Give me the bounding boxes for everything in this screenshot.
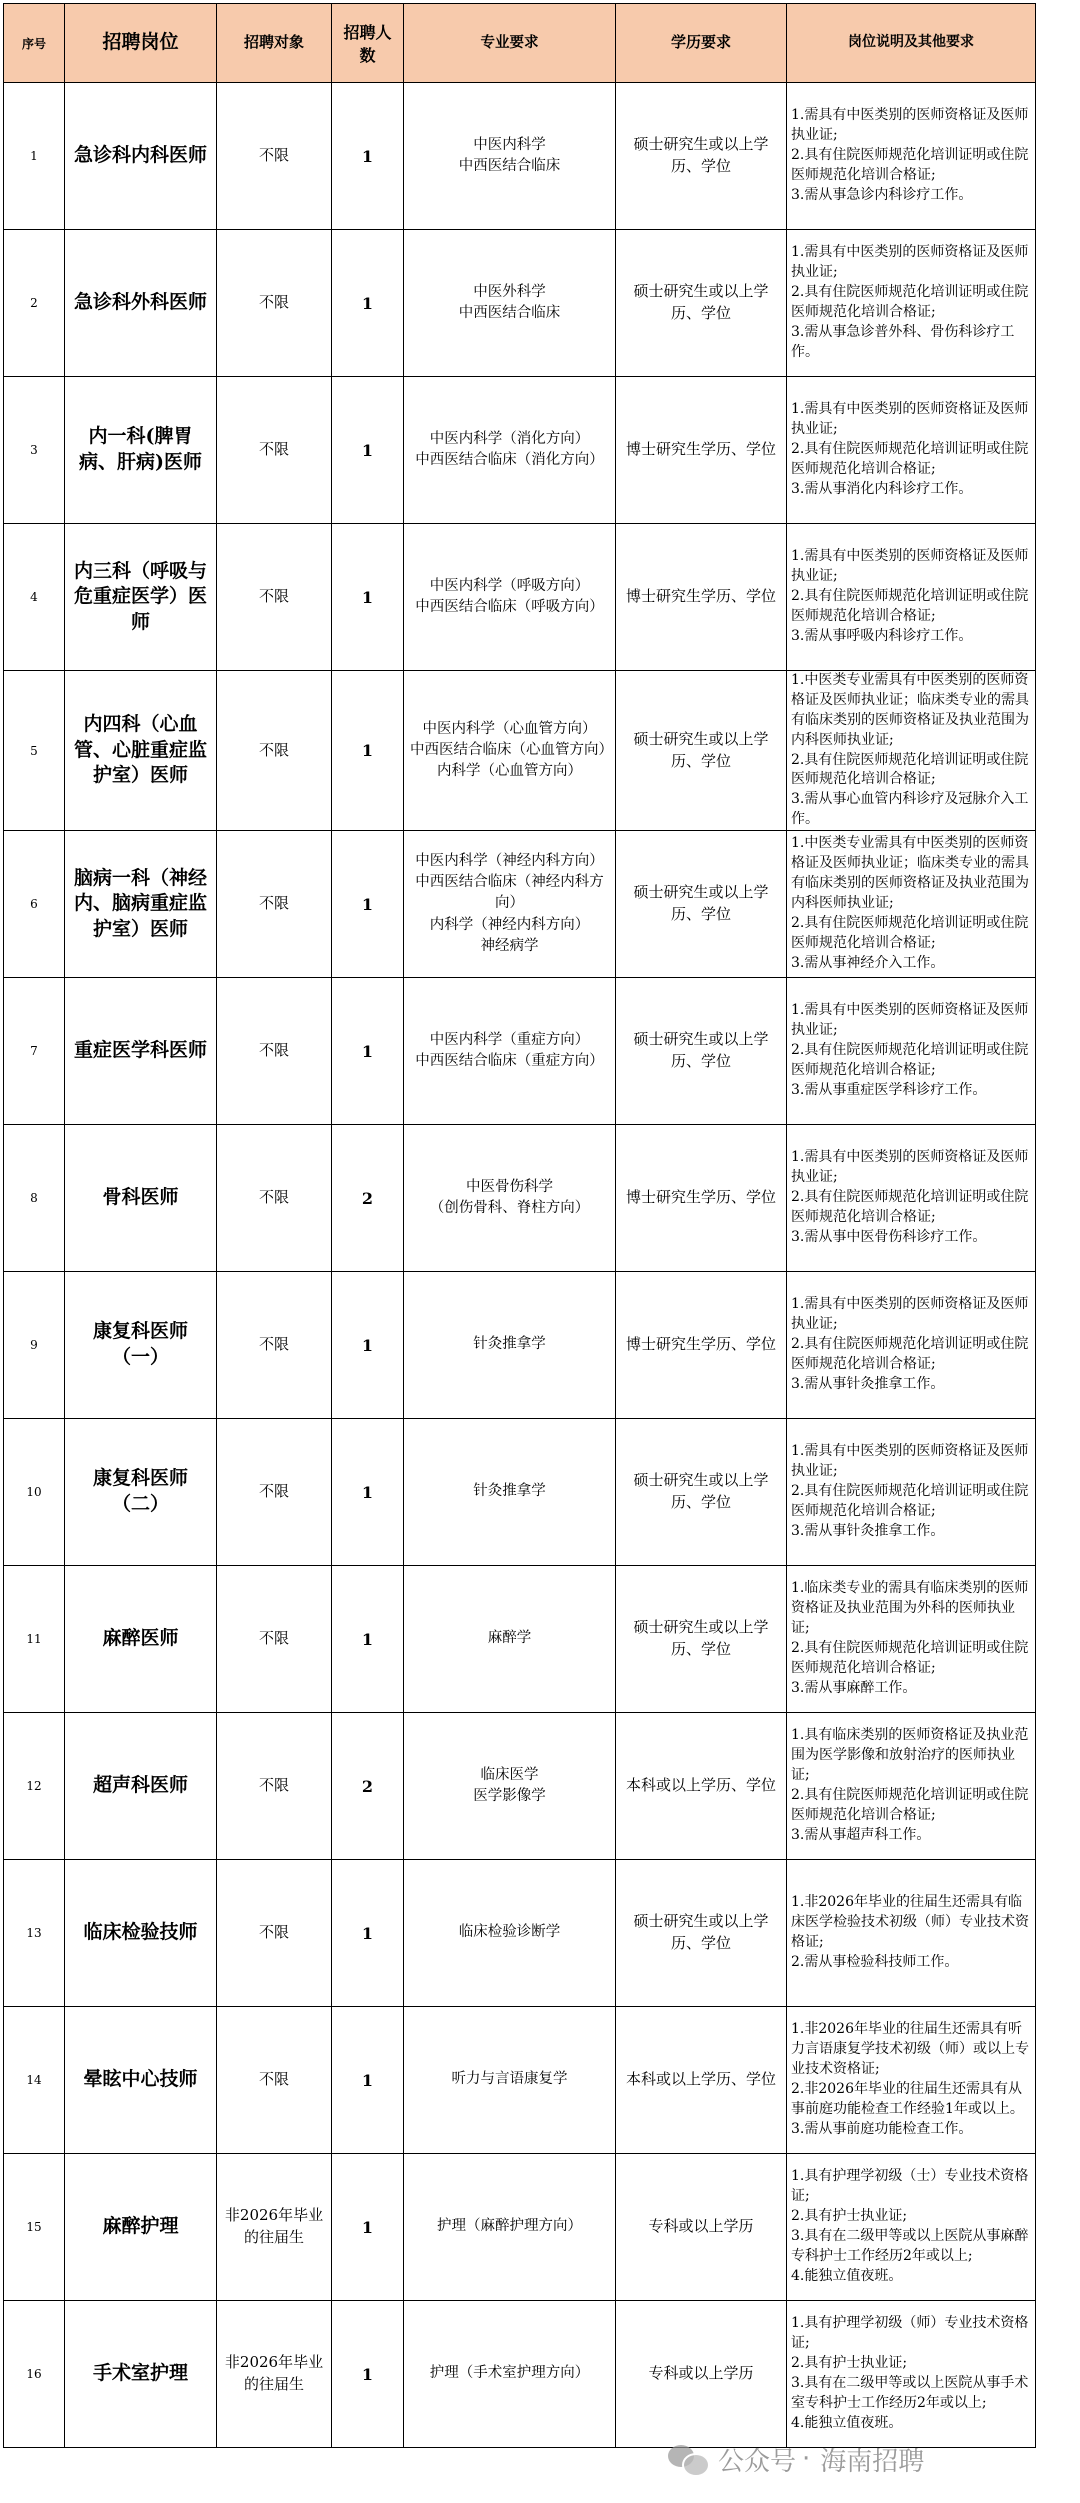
- major-requirements: [404, 1713, 616, 1860]
- major-item: 中西医结合临床（神经内科方向）: [415, 874, 604, 912]
- major-item: 中西医结合临床（呼吸方向）: [415, 599, 604, 615]
- row-number: 9: [4, 1272, 65, 1419]
- position-name: 骨科医师: [65, 1125, 217, 1272]
- recruit-count: 1: [332, 1272, 404, 1419]
- major-requirements: [404, 230, 616, 377]
- requirement-item: 2.非2026年毕业的往届生还需具有从事前庭功能检查工作经验1年或以上。: [791, 2081, 1024, 2117]
- position-requirements: [787, 2154, 1036, 2301]
- position-requirements: [787, 83, 1036, 230]
- requirement-item: 3.需从事神经介入工作。: [791, 954, 945, 971]
- header-no: 序号: [4, 4, 65, 83]
- education-requirement: 硕士研究生或以上学历、学位: [616, 978, 787, 1125]
- major-item: 中医内科学（消化方向）: [429, 430, 590, 447]
- position-requirements: [787, 1566, 1036, 1713]
- major-requirements: [404, 978, 616, 1125]
- position-requirements: [787, 1272, 1036, 1419]
- row-number: 10: [4, 1419, 65, 1566]
- recruit-count: 1: [332, 671, 404, 831]
- recruitment-table: [3, 3, 1036, 2448]
- row-number: 3: [4, 377, 65, 524]
- requirement-item: 1.需具有中医类别的医师资格证及医师执业证;: [791, 401, 1029, 438]
- table-row: [4, 524, 1036, 671]
- table-row: [4, 1272, 1036, 1419]
- position-requirements: [787, 1860, 1036, 2007]
- education-requirement: 硕士研究生或以上学历、学位: [616, 1419, 787, 1566]
- recruit-target: 不限: [217, 1125, 332, 1272]
- row-number: 4: [4, 524, 65, 671]
- table-row: [4, 978, 1036, 1125]
- requirement-item: 4.能独立值夜班。: [791, 2267, 903, 2284]
- requirement-item: 3.需从事重症医学科诊疗工作。: [791, 1081, 987, 1098]
- recruit-target: 不限: [217, 978, 332, 1125]
- recruit-count: 2: [332, 1713, 404, 1860]
- major-item: 中医内科学（重症方向）: [429, 1031, 590, 1048]
- recruit-count: 2: [332, 1125, 404, 1272]
- position-name: 康复科医师（二）: [65, 1419, 217, 1566]
- recruit-count: 1: [332, 230, 404, 377]
- position-name: 脑病一科（神经内、脑病重症监护室）医师: [65, 831, 217, 978]
- major-item: 临床医学: [480, 1766, 539, 1783]
- education-requirement: 硕士研究生或以上学历、学位: [616, 1566, 787, 1713]
- major-item: 麻醉学: [487, 1630, 532, 1647]
- requirement-item: 2.具有住院医师规范化培训证明或住院医师规范化培训合格证;: [791, 588, 1029, 624]
- education-requirement: 硕士研究生或以上学历、学位: [616, 230, 787, 377]
- requirement-item: 3.需从事前庭功能检查工作。: [791, 2120, 973, 2137]
- header-major: 专业要求: [404, 4, 616, 83]
- row-number: 12: [4, 1713, 65, 1860]
- position-name: 内一科(脾胃病、肝病)医师: [65, 377, 217, 524]
- recruit-target: 不限: [217, 1566, 332, 1713]
- major-item: 护理（麻醉护理方向）: [437, 2218, 582, 2235]
- requirement-item: 2.具有住院医师规范化培训证明或住院医师规范化培训合格证;: [791, 441, 1029, 477]
- major-item: （创伤骨科、脊柱方向）: [429, 1200, 590, 1216]
- row-number: 14: [4, 2007, 65, 2154]
- major-item: 听力与言语康复学: [451, 2071, 568, 2088]
- position-requirements: [787, 2301, 1036, 2448]
- recruit-target: 不限: [217, 524, 332, 671]
- row-number: 2: [4, 230, 65, 377]
- header-count: 招聘人数: [332, 4, 404, 83]
- table-row: [4, 2007, 1036, 2154]
- requirement-item: 1.需具有中医类别的医师资格证及医师执业证;: [791, 1443, 1029, 1480]
- recruit-count: 1: [332, 2301, 404, 2448]
- position-name: 康复科医师（一）: [65, 1272, 217, 1419]
- requirement-item: 2.具有住院医师规范化培训证明或住院医师规范化培训合格证;: [791, 1336, 1029, 1372]
- major-requirements: [404, 524, 616, 671]
- major-item: 内科学（心血管方向）: [437, 763, 582, 779]
- table-row: [4, 83, 1036, 230]
- table-body: [4, 83, 1036, 2448]
- position-name: 内四科（心血管、心脏重症监护室）医师: [65, 671, 217, 831]
- requirement-item: 2.具有住院医师规范化培训证明或住院医师规范化培训合格证;: [791, 1640, 1029, 1676]
- position-name: 晕眩中心技师: [65, 2007, 217, 2154]
- education-requirement: 硕士研究生或以上学历、学位: [616, 1860, 787, 2007]
- major-item: 神经病学: [480, 937, 539, 954]
- table-row: [4, 1566, 1036, 1713]
- requirement-item: 1.需具有中医类别的医师资格证及医师执业证;: [791, 244, 1029, 281]
- requirement-item: 1.需具有中医类别的医师资格证及医师执业证;: [791, 1002, 1029, 1039]
- requirement-item: 1.需具有中医类别的医师资格证及医师执业证;: [791, 1149, 1029, 1186]
- major-item: 中医内科学（呼吸方向）: [429, 577, 590, 594]
- requirement-item: 3.需从事针灸推拿工作。: [791, 1375, 945, 1392]
- major-item: 中医外科学: [473, 283, 546, 300]
- requirement-item: 1.非2026年毕业的往届生还需具有听力言语康复学技术初级（师）或以上专业技术资格证;: [791, 2021, 1029, 2078]
- major-requirements: [404, 1272, 616, 1419]
- education-requirement: 本科或以上学历、学位: [616, 2007, 787, 2154]
- table-row: [4, 831, 1036, 978]
- requirement-item: 1.具有临床类别的医师资格证及执业范围为医学影像和放射治疗的医师执业证;: [791, 1727, 1029, 1784]
- position-name: 急诊科外科医师: [65, 230, 217, 377]
- major-requirements: [404, 1419, 616, 1566]
- requirement-item: 1.中医类专业需具有中医类别的医师资格证及医师执业证；临床类专业的需具有临床类别的医师资格证及执业范围为内科医师执业证;: [791, 672, 1029, 748]
- table-row: [4, 1125, 1036, 1272]
- major-requirements: [404, 1566, 616, 1713]
- position-name: 内三科（呼吸与危重症医学）医师: [65, 524, 217, 671]
- requirement-item: 2.具有住院医师规范化培训证明或住院医师规范化培训合格证;: [791, 1042, 1029, 1078]
- recruit-target: 不限: [217, 2007, 332, 2154]
- recruit-count: 1: [332, 1419, 404, 1566]
- recruit-target: 不限: [217, 671, 332, 831]
- recruit-count: 1: [332, 524, 404, 671]
- position-requirements: [787, 1713, 1036, 1860]
- major-requirements: [404, 83, 616, 230]
- watermark-prefix: 公众号: [718, 2446, 797, 2477]
- recruit-target: 不限: [217, 1860, 332, 2007]
- table-row: [4, 1419, 1036, 1566]
- header-requirements: 岗位说明及其他要求: [787, 4, 1036, 83]
- row-number: 11: [4, 1566, 65, 1713]
- table-header-row: [4, 4, 1036, 83]
- major-item: 中医骨伤科学: [466, 1178, 553, 1195]
- requirement-item: 3.需从事针灸推拿工作。: [791, 1522, 945, 1539]
- major-item: 针灸推拿学: [473, 1336, 546, 1353]
- position-name: 麻醉护理: [65, 2154, 217, 2301]
- recruit-count: 1: [332, 2007, 404, 2154]
- recruit-target: 不限: [217, 831, 332, 978]
- recruit-count: 1: [332, 1860, 404, 2007]
- major-item: 中西医结合临床: [458, 158, 561, 174]
- table-row: [4, 2154, 1036, 2301]
- position-name: 手术室护理: [65, 2301, 217, 2448]
- major-item: 中西医结合临床（消化方向）: [415, 452, 604, 468]
- requirement-item: 2.需从事检验科技师工作。: [791, 1953, 959, 1970]
- requirement-item: 1.具有护理学初级（师）专业技术资格证;: [791, 2315, 1029, 2352]
- recruit-target: 不限: [217, 230, 332, 377]
- position-requirements: [787, 524, 1036, 671]
- education-requirement: 博士研究生学历、学位: [616, 524, 787, 671]
- position-name: 临床检验技师: [65, 1860, 217, 2007]
- requirement-item: 1.非2026年毕业的往届生还需具有临床医学检验技术初级（师）专业技术资格证;: [791, 1894, 1029, 1950]
- major-requirements: [404, 831, 616, 978]
- requirement-item: 2.具有住院医师规范化培训证明或住院医师规范化培训合格证;: [791, 1189, 1029, 1225]
- row-number: 5: [4, 671, 65, 831]
- watermark-name: 海南招聘: [820, 2446, 925, 2477]
- recruit-target: 不限: [217, 377, 332, 524]
- requirement-item: 3.需从事呼吸内科诊疗工作。: [791, 627, 973, 644]
- watermark-separator: ·: [802, 2444, 811, 2474]
- education-requirement: 专科或以上学历: [616, 2301, 787, 2448]
- major-item: 中西医结合临床: [458, 305, 561, 321]
- position-name: 重症医学科医师: [65, 978, 217, 1125]
- major-requirements: [404, 1860, 616, 2007]
- major-requirements: [404, 2301, 616, 2448]
- major-item: 针灸推拿学: [473, 1483, 546, 1500]
- education-requirement: 博士研究生学历、学位: [616, 1272, 787, 1419]
- major-item: 中西医结合临床（心血管方向）: [410, 741, 613, 758]
- position-requirements: [787, 230, 1036, 377]
- requirement-item: 2.具有护士执业证;: [791, 2355, 908, 2372]
- major-item: 中医内科学: [473, 136, 546, 153]
- header-target: 招聘对象: [217, 4, 332, 83]
- recruit-count: 1: [332, 1566, 404, 1713]
- requirement-item: 1.中医类专业需具有中医类别的医师资格证及医师执业证；临床类专业的需具有临床类别的医师资格证及执业范围为内科医师执业证;: [791, 835, 1029, 912]
- requirement-item: 4.能独立值夜班。: [791, 2414, 903, 2431]
- recruit-target: 不限: [217, 1272, 332, 1419]
- requirement-item: 2.具有住院医师规范化培训证明或住院医师规范化培训合格证;: [791, 147, 1029, 183]
- major-item: 内科学（神经内科方向）: [429, 916, 590, 933]
- position-name: 麻醉医师: [65, 1566, 217, 1713]
- position-requirements: [787, 831, 1036, 978]
- requirement-item: 3.需从事中医骨伤科诊疗工作。: [791, 1228, 987, 1245]
- major-item: 中西医结合临床（重症方向）: [415, 1053, 604, 1069]
- requirement-item: 3.需从事心血管内科诊疗及冠脉介入工作。: [791, 791, 1029, 828]
- requirement-item: 1.临床类专业的需具有临床类别的医师资格证及执业范围为外科的医师执业证;: [791, 1580, 1029, 1637]
- row-number: 1: [4, 83, 65, 230]
- recruit-target: 非2026年毕业的往届生: [217, 2154, 332, 2301]
- requirement-item: 3.需从事急诊内科诊疗工作。: [791, 186, 973, 203]
- position-name: 超声科医师: [65, 1713, 217, 1860]
- requirement-item: 3.需从事消化内科诊疗工作。: [791, 480, 973, 497]
- major-item: 医学影像学: [473, 1788, 546, 1804]
- requirement-item: 2.具有住院医师规范化培训证明或住院医师规范化培训合格证;: [791, 751, 1029, 788]
- table-row: [4, 1860, 1036, 2007]
- recruit-count: 1: [332, 978, 404, 1125]
- major-requirements: [404, 377, 616, 524]
- major-item: 中医内科学（心血管方向）: [422, 720, 597, 737]
- recruit-target: 不限: [217, 83, 332, 230]
- position-requirements: [787, 671, 1036, 831]
- education-requirement: 硕士研究生或以上学历、学位: [616, 831, 787, 978]
- major-requirements: [404, 1125, 616, 1272]
- major-item: 中医内科学（神经内科方向）: [415, 853, 604, 870]
- requirement-item: 3.需从事麻醉工作。: [791, 1679, 917, 1696]
- requirement-item: 1.具有护理学初级（士）专业技术资格证;: [791, 2168, 1029, 2205]
- education-requirement: 博士研究生学历、学位: [616, 377, 787, 524]
- table-row: [4, 671, 1036, 831]
- position-requirements: [787, 377, 1036, 524]
- table-row: [4, 230, 1036, 377]
- position-requirements: [787, 978, 1036, 1125]
- requirement-item: 2.具有住院医师规范化培训证明或住院医师规范化培训合格证;: [791, 1483, 1029, 1519]
- requirement-item: 2.具有住院医师规范化培训证明或住院医师规范化培训合格证;: [791, 914, 1029, 951]
- education-requirement: 专科或以上学历: [616, 2154, 787, 2301]
- requirement-item: 2.具有护士执业证;: [791, 2208, 908, 2225]
- position-name: 急诊科内科医师: [65, 83, 217, 230]
- recruit-count: 1: [332, 377, 404, 524]
- recruit-target: 非2026年毕业的往届生: [217, 2301, 332, 2448]
- major-item: 临床检验诊断学: [458, 1924, 561, 1941]
- education-requirement: 硕士研究生或以上学历、学位: [616, 83, 787, 230]
- table-row: [4, 2301, 1036, 2448]
- row-number: 7: [4, 978, 65, 1125]
- requirement-item: 2.具有住院医师规范化培训证明或住院医师规范化培训合格证;: [791, 1787, 1029, 1823]
- position-requirements: [787, 1419, 1036, 1566]
- row-number: 13: [4, 1860, 65, 2007]
- header-education: 学历要求: [616, 4, 787, 83]
- major-item: 护理（手术室护理方向）: [429, 2365, 590, 2382]
- recruit-count: 1: [332, 831, 404, 978]
- table-row: [4, 1713, 1036, 1860]
- major-requirements: [404, 2154, 616, 2301]
- requirement-item: 1.需具有中医类别的医师资格证及医师执业证;: [791, 548, 1029, 585]
- position-requirements: [787, 1125, 1036, 1272]
- requirement-item: 2.具有住院医师规范化培训证明或住院医师规范化培训合格证;: [791, 284, 1029, 320]
- requirement-item: 3.需从事超声科工作。: [791, 1826, 931, 1843]
- requirement-item: 3.需从事急诊普外科、骨伤科诊疗工作。: [791, 323, 1015, 360]
- education-requirement: 博士研究生学历、学位: [616, 1125, 787, 1272]
- requirement-item: 1.需具有中医类别的医师资格证及医师执业证;: [791, 107, 1029, 144]
- row-number: 8: [4, 1125, 65, 1272]
- table-row: [4, 377, 1036, 524]
- position-requirements: [787, 2007, 1036, 2154]
- education-requirement: 本科或以上学历、学位: [616, 1713, 787, 1860]
- requirement-item: 3.具有在二级甲等或以上医院从事麻醉专科护士工作经历2年或以上;: [791, 2228, 1029, 2264]
- row-number: 16: [4, 2301, 65, 2448]
- recruit-target: 不限: [217, 1419, 332, 1566]
- major-requirements: [404, 2007, 616, 2154]
- row-number: 15: [4, 2154, 65, 2301]
- recruit-count: 1: [332, 2154, 404, 2301]
- requirement-item: 1.需具有中医类别的医师资格证及医师执业证;: [791, 1296, 1029, 1333]
- requirement-item: 3.具有在二级甲等或以上医院从事手术室专科护士工作经历2年或以上;: [791, 2375, 1029, 2411]
- education-requirement: 硕士研究生或以上学历、学位: [616, 671, 787, 831]
- recruit-target: 不限: [217, 1713, 332, 1860]
- major-requirements: [404, 671, 616, 831]
- header-position: 招聘岗位: [65, 4, 217, 83]
- recruit-count: 1: [332, 83, 404, 230]
- row-number: 6: [4, 831, 65, 978]
